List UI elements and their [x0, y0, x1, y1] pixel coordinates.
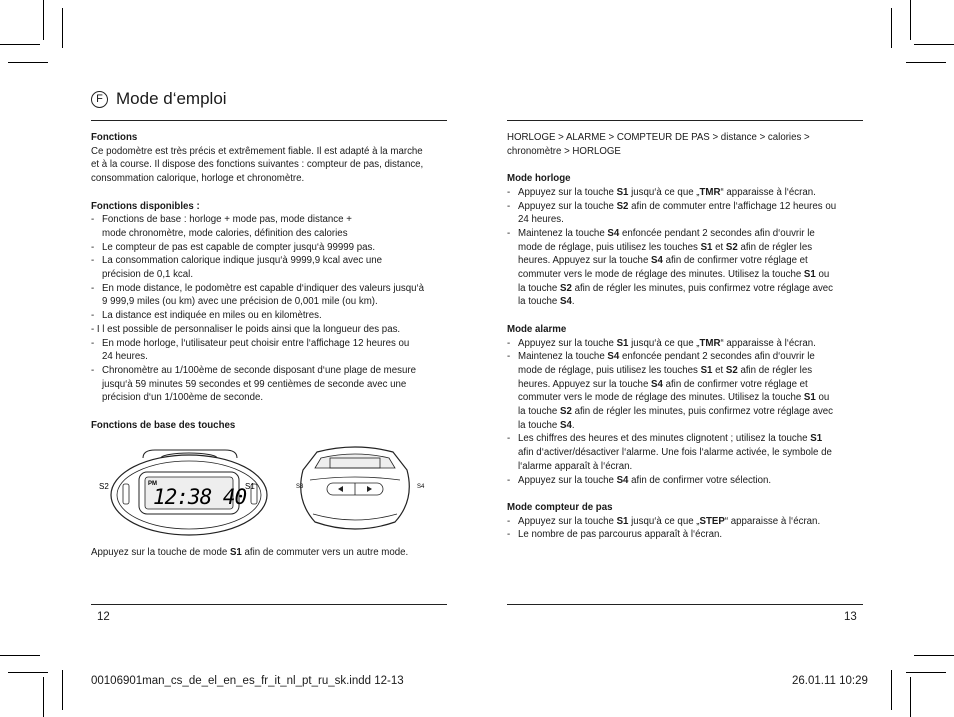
instruction-item: - Maintenez la touche S4 enfoncée pendant 2 secondes afin d‘ouvrir le mode de réglage, puis utilisez les touches S1 et S2 afin de régler les heures. Appuyez sur la touche S4 afin de confirmer votre réglage et commuter vers le mode de réglage des minutes. Utilisez la touche S1 ou la touche S2 afin de régler les minutes, puis confirmez votre réglage avec la touche S4. — [507, 350, 867, 432]
instruction-item: - Appuyez sur la touche S1 jusqu‘à ce que „TMR“ apparaisse à l‘écran. — [507, 186, 867, 200]
feature-item — [91, 254, 451, 281]
instruction-item: - Appuyez sur la touche S2 afin de commuter entre l‘affichage 12 heures ou 24 heures. — [507, 200, 867, 227]
instruction-item: - Les chiffres des heures et des minutes clignotent ; utilisez la touche S1 afin d‘activer/désactiver l‘alarme. Une fois l‘alarme activée, le symbole de l‘alarme apparaît à l‘écran. — [507, 432, 867, 473]
feature-line: En mode distance, le podomètre est capable d‘indiquer des valeurs jusqu‘à — [102, 282, 425, 294]
feature-line: 24 heures. — [102, 351, 148, 363]
crop-mark — [914, 44, 954, 45]
instruction-item: - Appuyez sur la touche S1 jusqu‘à ce que „TMR“ apparaisse à l‘écran. — [507, 337, 867, 351]
feature-line: Le compteur de pas est capable de compter jusqu‘à 99999 pas. — [102, 241, 376, 253]
crop-mark — [43, 0, 44, 40]
section-heading: Fonctions disponibles : — [91, 200, 200, 212]
section-letter: F — [91, 91, 108, 108]
crop-mark — [0, 44, 40, 45]
feature-item — [91, 309, 451, 323]
feature-line: précision de 0,1 kcal. — [102, 269, 194, 281]
section-heading: Mode horloge — [507, 173, 571, 185]
file-slug: 00106901man_cs_de_el_en_es_fr_it_nl_pt_ru_sk.indd 12-13 — [91, 675, 404, 687]
feature-line: 9 999,9 miles (ou km) avec une précision de 0,001 mile (ou km). — [102, 296, 378, 308]
crop-mark — [8, 672, 48, 673]
instruction-list — [507, 337, 867, 488]
mode-note — [91, 546, 451, 560]
instruction-item: - Maintenez la touche S4 enfoncée pendant 2 secondes afin d‘ouvrir le mode de réglage, puis utilisez les touches S1 et S2 afin de régler les heures. Appuyez sur la touche S4 afin de confirmer votre réglage et commuter vers le mode de réglage des minutes. Utilisez la touche S1 ou la touche S2 afin de régler les minutes, puis confirmez votre réglage avec la touche S4. — [507, 227, 867, 309]
features-list — [91, 213, 451, 405]
feature-item — [91, 364, 451, 405]
mode-sequence: chronomètre > HORLOGE — [507, 145, 621, 157]
bottom-rule-right — [507, 604, 863, 605]
bottom-rule-left — [91, 604, 447, 605]
instruction-item: - Appuyez sur la touche S1 jusqu‘à ce que „STEP“ apparaisse à l‘écran. — [507, 515, 867, 529]
section-heading: Mode alarme — [507, 323, 567, 335]
feature-line: En mode horloge, l‘utilisateur peut choisir entre l‘affichage 12 heures ou — [102, 337, 410, 349]
feature-line: jusqu‘à 59 minutes 59 secondes et 99 centièmes de seconde avec une — [102, 378, 407, 390]
left-column — [91, 131, 451, 432]
pedometer-top-view — [301, 447, 410, 529]
page-title: Mode d‘emploi — [116, 89, 227, 108]
instruction-item: - Appuyez sur la touche S4 afin de confirmer votre sélection. — [507, 474, 867, 488]
note-text: Appuyez sur la touche de mode — [91, 547, 230, 558]
label-s2: S2 — [99, 482, 109, 491]
pedometer-illustration — [95, 440, 435, 540]
crop-mark — [906, 672, 946, 673]
top-rule-left — [91, 120, 447, 121]
crop-mark — [906, 62, 946, 63]
instruction-list — [507, 515, 867, 542]
mode-sequence: HORLOGE > ALARME > COMPTEUR DE PAS > distance > calories > — [507, 132, 810, 143]
page-number-right: 13 — [844, 611, 857, 623]
crop-mark — [62, 8, 63, 48]
crop-mark — [910, 677, 911, 717]
page-number-left: 12 — [97, 611, 110, 623]
section-heading: Fonctions de base des touches — [91, 419, 236, 431]
paragraph-line: Ce podomètre est très précis et extrêmement fiable. Il est adapté à la marche — [91, 145, 423, 157]
feature-line: La consommation calorique indique jusqu‘à 9999,9 kcal avec une — [102, 255, 383, 267]
crop-mark — [891, 8, 892, 48]
feature-item — [91, 337, 451, 364]
feature-line: Chronomètre au 1/100ème de seconde disposant d‘une plage de mesure — [102, 364, 416, 376]
crop-mark — [910, 0, 911, 40]
label-s1: S1 — [245, 482, 255, 491]
label-s3: S3 — [296, 484, 304, 490]
crop-mark — [914, 655, 954, 656]
section-heading: Fonctions — [91, 132, 138, 143]
feature-item — [91, 282, 451, 309]
note-key: S1 — [229, 547, 242, 558]
paragraph-line: consommation calorique, horloge et chronomètre. — [91, 173, 305, 185]
label-s4: S4 — [417, 484, 425, 490]
instruction-list — [507, 186, 867, 309]
feature-line: précision d‘un 1/100ème de seconde. — [102, 392, 264, 404]
feature-line: La distance est indiquée en miles ou en kilomètres. — [102, 310, 322, 322]
crop-mark — [43, 677, 44, 717]
pm-indicator: PM — [148, 481, 157, 487]
date-slug: 26.01.11 10:29 — [792, 675, 868, 687]
note-text: afin de commuter vers un autre mode. — [241, 547, 409, 558]
crop-mark — [891, 670, 892, 710]
top-rule-right — [507, 120, 863, 121]
pedometer-front-view — [111, 450, 267, 535]
instruction-item: - Le nombre de pas parcourus apparaît à l‘écran. — [507, 528, 867, 542]
feature-item — [91, 213, 451, 240]
feature-line: Fonctions de base : horloge + mode pas, mode distance + — [102, 214, 352, 226]
crop-mark — [62, 670, 63, 710]
feature-item — [91, 241, 451, 255]
lcd-display: 12:38 40 — [153, 485, 247, 509]
paragraph-line: et à la course. Il dispose des fonctions suivantes : compteur de pas, distance, — [91, 159, 424, 171]
right-column — [507, 131, 867, 542]
feature-line: mode chronomètre, mode calories, définition des calories — [102, 227, 348, 239]
crop-mark — [0, 655, 40, 656]
section-heading: Mode compteur de pas — [507, 501, 613, 513]
feature-item: - I l est possible de personnaliser le poids ainsi que la longueur des pas. — [91, 323, 401, 335]
crop-mark — [8, 62, 48, 63]
page-header — [91, 89, 227, 109]
